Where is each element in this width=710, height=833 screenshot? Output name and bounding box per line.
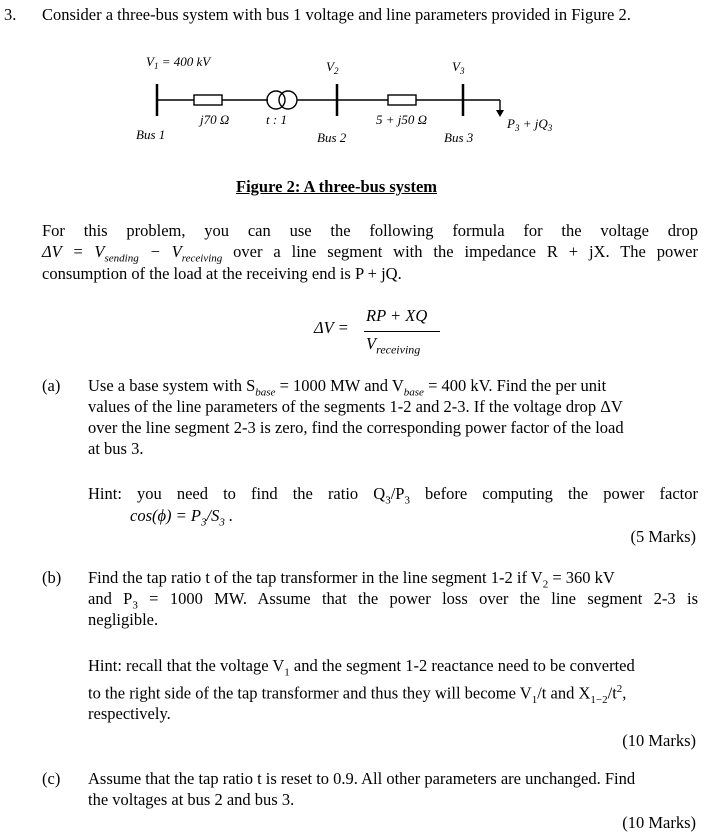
- part-c-label: (c): [42, 769, 61, 788]
- part-b-marks: (10 Marks): [622, 731, 696, 750]
- question-intro: Consider a three-bus system with bus 1 voltage and line parameters provided in Figure 2.: [42, 5, 631, 24]
- v3-label: $V_3$: [452, 59, 465, 76]
- part-b-line2: and $P_3 = 1000$ MW. Assume that the power loss over the line segment 2-3 is: [88, 589, 698, 612]
- part-a-hint-line2: $\cos(\phi) = P_3/S_3$ .: [130, 506, 234, 529]
- formula-intro-line1: For this problem, you can use the following formula for the voltage drop: [42, 221, 698, 240]
- part-a-line3: over the line segment 2-3 is zero, find the corresponding power factor of the load: [88, 418, 624, 437]
- formula-denominator: $V_{receiving}$: [366, 334, 421, 357]
- impedance-12: [194, 95, 222, 105]
- part-a-line1: Use a base system with $S_{base} = 1000$ MW and $V_{base} = 400$ kV. Find the per unit: [88, 376, 607, 399]
- transformer-coil-right: [279, 91, 297, 109]
- part-b-hint-line3: respectively.: [88, 704, 171, 723]
- part-b-hint-line2: to the right side of the tap transformer and thus they will become $V_1/t$ and $X_{1-2}/t^2$,: [88, 683, 627, 706]
- v2-label: $V_2$: [326, 59, 339, 76]
- part-c-line2: the voltages at bus 2 and bus 3.: [88, 790, 295, 809]
- bus1-label: Bus 1: [136, 127, 166, 142]
- part-a-line2: values of the line parameters of the segments 1-2 and 2-3. If the voltage drop ΔV: [88, 397, 623, 416]
- part-a-marks: (5 Marks): [630, 527, 696, 546]
- formula-numerator: RP + XQ: [366, 306, 428, 325]
- z23-label: 5 + j50 Ω: [376, 112, 428, 127]
- tap-label: t : 1: [266, 112, 287, 127]
- part-c-marks: (10 Marks): [622, 813, 696, 832]
- impedance-23: [388, 95, 416, 105]
- bus3-label: Bus 3: [444, 130, 474, 145]
- part-b-line1: Find the tap ratio t of the tap transformer in the line segment 1-2 if $V_2 = 360$ kV: [88, 568, 615, 591]
- part-b-line3: negligible.: [88, 610, 159, 629]
- bus2-label: Bus 2: [317, 130, 347, 145]
- part-b-label: (b): [42, 568, 62, 587]
- part-a-hint-line1: Hint: you need to find the ratio $Q_3/P_3$ before computing the power factor: [88, 484, 698, 507]
- part-c-line1: Assume that the tap ratio t is reset to 0.9. All other parameters are unchanged. Find: [88, 769, 636, 788]
- formula-intro-line3: consumption of the load at the receiving end is P + jQ.: [42, 264, 402, 283]
- part-a-line4: at bus 3.: [88, 439, 144, 458]
- part-a-label: (a): [42, 376, 61, 395]
- formula-intro-line2: $\Delta V = V_{sending} - V_{receiving}$ over a line segment with the impedance R + jX. The power: [42, 242, 698, 265]
- load-label: $P_3 + jQ_3$: [507, 116, 553, 133]
- z12-label: j70 Ω: [200, 112, 230, 127]
- formula-fraction-bar: [364, 331, 440, 332]
- part-b-hint-line1: Hint: recall that the voltage $V_1$ and the segment 1-2 reactance need to be converted: [88, 656, 635, 679]
- formula-lhs: ΔV =: [314, 318, 349, 337]
- v1-label: $V_1 = 400$ kV: [146, 54, 211, 71]
- figure-caption: Figure 2: A three-bus system: [236, 177, 438, 196]
- question-number: 3.: [4, 5, 17, 24]
